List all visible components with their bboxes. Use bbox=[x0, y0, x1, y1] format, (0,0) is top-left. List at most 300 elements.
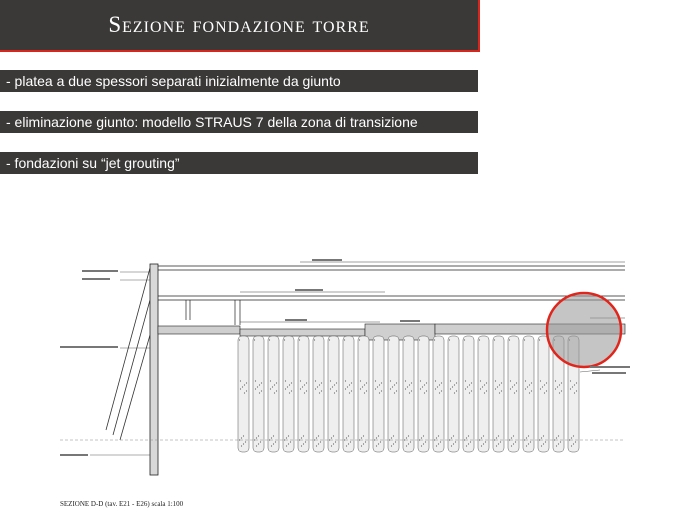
grout-dot bbox=[241, 437, 242, 438]
grout-dot bbox=[318, 435, 319, 436]
grout-dot bbox=[332, 386, 333, 387]
grout-dot bbox=[285, 380, 286, 381]
grout-dot bbox=[334, 392, 335, 393]
grout-dot bbox=[495, 388, 496, 389]
grout-dot bbox=[571, 445, 572, 446]
grout-dot bbox=[366, 382, 367, 383]
grout-dot bbox=[573, 443, 574, 444]
grout-column bbox=[418, 336, 429, 452]
grout-dot bbox=[394, 392, 395, 393]
grout-dot bbox=[364, 392, 365, 393]
grout-dot bbox=[426, 390, 427, 391]
grout-dot bbox=[348, 443, 349, 444]
grout-dot bbox=[539, 439, 540, 440]
grout-dot bbox=[555, 388, 556, 389]
grout-dot bbox=[269, 439, 270, 440]
grout-dot bbox=[365, 441, 366, 442]
grout-dot bbox=[405, 388, 406, 389]
grout-dot bbox=[404, 339, 405, 340]
grout-dot bbox=[405, 380, 406, 381]
grout-dot bbox=[320, 441, 321, 442]
grout-dot bbox=[261, 390, 262, 391]
grout-dot bbox=[482, 386, 483, 387]
grout-dot bbox=[351, 382, 352, 383]
grout-dot bbox=[334, 384, 335, 385]
grout-dot bbox=[420, 388, 421, 389]
grout-dot bbox=[246, 382, 247, 383]
grout-dot bbox=[346, 437, 347, 438]
slide-title-bar bbox=[0, 0, 480, 52]
grout-dot bbox=[541, 445, 542, 446]
grout-dot bbox=[321, 382, 322, 383]
grout-dot bbox=[576, 382, 577, 383]
grout-dot bbox=[274, 392, 275, 393]
grout-dot bbox=[543, 443, 544, 444]
grout-dot bbox=[500, 441, 501, 442]
grout-dot bbox=[360, 388, 361, 389]
grout-dot bbox=[471, 390, 472, 391]
grout-column bbox=[268, 336, 279, 452]
grout-dot bbox=[316, 437, 317, 438]
transition-zone-highlight bbox=[547, 293, 621, 367]
grout-dot bbox=[516, 382, 517, 383]
grout-dot bbox=[498, 435, 499, 436]
grout-dot bbox=[300, 380, 301, 381]
grout-dot bbox=[528, 443, 529, 444]
grout-dot bbox=[498, 443, 499, 444]
grout-dot bbox=[348, 435, 349, 436]
grout-dot bbox=[273, 443, 274, 444]
grout-dot bbox=[554, 439, 555, 440]
grout-dot bbox=[361, 437, 362, 438]
grout-dot bbox=[391, 445, 392, 446]
grout-dot bbox=[501, 390, 502, 391]
grout-dot bbox=[501, 382, 502, 383]
grout-dot bbox=[545, 441, 546, 442]
grout-dot bbox=[556, 437, 557, 438]
grout-dot bbox=[558, 435, 559, 436]
grout-dot bbox=[330, 380, 331, 381]
grout-dot bbox=[561, 390, 562, 391]
grout-dot bbox=[392, 386, 393, 387]
grout-dot bbox=[380, 441, 381, 442]
grout-dot bbox=[483, 443, 484, 444]
grout-dot bbox=[360, 380, 361, 381]
grout-dot bbox=[410, 441, 411, 442]
grout-dot bbox=[389, 339, 390, 340]
grout-dot bbox=[315, 380, 316, 381]
grout-dot bbox=[329, 439, 330, 440]
grout-dot bbox=[239, 439, 240, 440]
grout-column bbox=[508, 336, 519, 452]
grout-dot bbox=[494, 339, 495, 340]
grout-dot bbox=[513, 435, 514, 436]
grout-dot bbox=[274, 384, 275, 385]
grout-dot bbox=[351, 390, 352, 391]
grout-dot bbox=[467, 386, 468, 387]
grout-dot bbox=[275, 441, 276, 442]
grout-dot bbox=[465, 380, 466, 381]
grout-dot bbox=[485, 441, 486, 442]
grout-dot bbox=[254, 439, 255, 440]
grout-dot bbox=[394, 384, 395, 385]
grout-dot bbox=[438, 443, 439, 444]
grout-dot bbox=[496, 445, 497, 446]
grout-dot bbox=[419, 439, 420, 440]
grout-dot bbox=[424, 384, 425, 385]
grout-dot bbox=[511, 445, 512, 446]
grout-dot bbox=[379, 392, 380, 393]
grout-dot bbox=[454, 392, 455, 393]
grout-dot bbox=[480, 388, 481, 389]
grout-dot bbox=[424, 392, 425, 393]
grout-dot bbox=[449, 339, 450, 340]
grout-dot bbox=[479, 439, 480, 440]
grout-dot bbox=[441, 390, 442, 391]
grout-dot bbox=[555, 380, 556, 381]
grout-dot bbox=[315, 388, 316, 389]
grout-dot bbox=[466, 445, 467, 446]
grout-dot bbox=[255, 380, 256, 381]
grout-dot bbox=[408, 435, 409, 436]
grout-dot bbox=[541, 437, 542, 438]
grout-column bbox=[373, 336, 384, 452]
grout-dot bbox=[259, 384, 260, 385]
grout-dot bbox=[468, 443, 469, 444]
grout-column bbox=[448, 336, 459, 452]
grout-dot bbox=[242, 386, 243, 387]
grout-dot bbox=[269, 339, 270, 340]
grout-column bbox=[493, 336, 504, 452]
grout-dot bbox=[359, 339, 360, 340]
grout-dot bbox=[321, 390, 322, 391]
grout-dot bbox=[254, 339, 255, 340]
slide-title: Sezione fondazione torre bbox=[108, 12, 370, 37]
grout-dot bbox=[256, 437, 257, 438]
grout-dot bbox=[301, 437, 302, 438]
grout-dot bbox=[271, 445, 272, 446]
grout-dot bbox=[330, 388, 331, 389]
grout-dot bbox=[344, 439, 345, 440]
grout-dot bbox=[435, 380, 436, 381]
grout-dot bbox=[404, 439, 405, 440]
grout-dot bbox=[243, 443, 244, 444]
grout-dot bbox=[284, 339, 285, 340]
grout-dot bbox=[255, 388, 256, 389]
grout-dot bbox=[509, 439, 510, 440]
grout-dot bbox=[240, 380, 241, 381]
grout-dot bbox=[271, 437, 272, 438]
grout-dot bbox=[571, 437, 572, 438]
grout-dot bbox=[241, 445, 242, 446]
grout-dot bbox=[319, 384, 320, 385]
grout-dot bbox=[257, 386, 258, 387]
grout-dot bbox=[529, 384, 530, 385]
grout-dot bbox=[471, 382, 472, 383]
grout-dot bbox=[302, 386, 303, 387]
anchor-rods bbox=[106, 268, 150, 440]
grout-dot bbox=[469, 384, 470, 385]
grout-dot bbox=[439, 392, 440, 393]
grout-dot bbox=[273, 435, 274, 436]
grout-dot bbox=[419, 339, 420, 340]
grout-dot bbox=[317, 386, 318, 387]
grout-dot bbox=[359, 439, 360, 440]
grout-dot bbox=[381, 382, 382, 383]
grout-dot bbox=[466, 437, 467, 438]
grout-dot bbox=[306, 390, 307, 391]
grout-dot bbox=[511, 437, 512, 438]
grout-dot bbox=[396, 382, 397, 383]
grout-dot bbox=[544, 392, 545, 393]
grout-dot bbox=[420, 380, 421, 381]
jet-grouting-columns bbox=[238, 336, 579, 452]
grout-dot bbox=[480, 380, 481, 381]
grout-dot bbox=[336, 390, 337, 391]
grout-dot bbox=[484, 392, 485, 393]
grout-dot bbox=[454, 384, 455, 385]
grout-dot bbox=[375, 380, 376, 381]
grout-dot bbox=[465, 388, 466, 389]
grout-dot bbox=[510, 388, 511, 389]
grout-dot bbox=[408, 443, 409, 444]
grout-dot bbox=[286, 445, 287, 446]
grout-column bbox=[298, 336, 309, 452]
grout-dot bbox=[290, 441, 291, 442]
grout-dot bbox=[525, 388, 526, 389]
grout-column bbox=[238, 336, 249, 452]
grout-dot bbox=[526, 445, 527, 446]
grout-dot bbox=[345, 380, 346, 381]
grout-dot bbox=[259, 392, 260, 393]
grout-dot bbox=[319, 392, 320, 393]
grout-dot bbox=[260, 441, 261, 442]
grout-dot bbox=[376, 445, 377, 446]
grout-dot bbox=[303, 443, 304, 444]
grout-dot bbox=[389, 439, 390, 440]
grout-dot bbox=[540, 380, 541, 381]
grout-column bbox=[388, 336, 399, 452]
grout-dot bbox=[440, 441, 441, 442]
grout-dot bbox=[496, 437, 497, 438]
grout-dot bbox=[526, 437, 527, 438]
grout-dot bbox=[495, 380, 496, 381]
grout-dot bbox=[291, 382, 292, 383]
grout-dot bbox=[286, 437, 287, 438]
grout-dot bbox=[559, 384, 560, 385]
grout-dot bbox=[363, 443, 364, 444]
diaphragm-wall bbox=[150, 264, 158, 475]
bullet-item: - platea a due spessori separati inizialmente da giunto bbox=[0, 70, 478, 92]
grout-dot bbox=[436, 445, 437, 446]
grout-dot bbox=[450, 388, 451, 389]
grout-dot bbox=[350, 441, 351, 442]
grout-dot bbox=[335, 441, 336, 442]
grout-dot bbox=[349, 384, 350, 385]
foundation-section-drawing bbox=[0, 255, 700, 485]
grout-dot bbox=[270, 388, 271, 389]
grout-dot bbox=[572, 386, 573, 387]
grout-dot bbox=[345, 388, 346, 389]
grout-dot bbox=[272, 386, 273, 387]
grout-dot bbox=[336, 382, 337, 383]
grout-dot bbox=[570, 380, 571, 381]
grout-dot bbox=[423, 435, 424, 436]
grout-dot bbox=[543, 435, 544, 436]
grout-dot bbox=[285, 388, 286, 389]
grout-column bbox=[343, 336, 354, 452]
grout-dot bbox=[455, 441, 456, 442]
grout-dot bbox=[423, 443, 424, 444]
grout-dot bbox=[246, 390, 247, 391]
grout-dot bbox=[452, 386, 453, 387]
grout-dot bbox=[574, 392, 575, 393]
grout-dot bbox=[546, 390, 547, 391]
grout-dot bbox=[393, 443, 394, 444]
grout-dot bbox=[331, 437, 332, 438]
grout-dot bbox=[411, 382, 412, 383]
grout-dot bbox=[276, 390, 277, 391]
grout-dot bbox=[349, 392, 350, 393]
grout-dot bbox=[306, 382, 307, 383]
grout-dot bbox=[484, 384, 485, 385]
grout-dot bbox=[243, 435, 244, 436]
drawing-caption: SEZIONE D-D (tav. E21 - E26) scala 1:100 bbox=[60, 500, 184, 508]
grout-column bbox=[463, 336, 474, 452]
grout-dot bbox=[314, 339, 315, 340]
grout-dot bbox=[303, 435, 304, 436]
grout-dot bbox=[561, 382, 562, 383]
grout-dot bbox=[528, 435, 529, 436]
grout-dot bbox=[436, 437, 437, 438]
grout-dot bbox=[314, 439, 315, 440]
grout-dot bbox=[558, 443, 559, 444]
grout-dot bbox=[366, 390, 367, 391]
grout-dot bbox=[524, 439, 525, 440]
grout-dot bbox=[569, 439, 570, 440]
grout-dot bbox=[514, 392, 515, 393]
grout-dot bbox=[531, 390, 532, 391]
grout-dot bbox=[407, 386, 408, 387]
grout-dot bbox=[441, 382, 442, 383]
grout-dot bbox=[377, 386, 378, 387]
grout-dot bbox=[513, 443, 514, 444]
grout-dot bbox=[434, 339, 435, 340]
grout-column bbox=[403, 336, 414, 452]
bullet-item: - fondazioni su “jet grouting” bbox=[0, 152, 478, 174]
grout-dot bbox=[258, 435, 259, 436]
grout-dot bbox=[239, 339, 240, 340]
grout-dot bbox=[529, 392, 530, 393]
grout-dot bbox=[575, 441, 576, 442]
grout-dot bbox=[374, 439, 375, 440]
grout-dot bbox=[453, 435, 454, 436]
grout-dot bbox=[499, 384, 500, 385]
grout-dot bbox=[378, 443, 379, 444]
grout-dot bbox=[437, 386, 438, 387]
grout-dot bbox=[276, 382, 277, 383]
grout-dot bbox=[347, 386, 348, 387]
grout-dot bbox=[301, 445, 302, 446]
grout-dot bbox=[450, 380, 451, 381]
bullet-item: - eliminazione giunto: modello STRAUS 7 della zona di transizione bbox=[0, 111, 478, 133]
grout-dot bbox=[422, 386, 423, 387]
grout-dot bbox=[270, 380, 271, 381]
grout-dot bbox=[390, 380, 391, 381]
grout-dot bbox=[378, 435, 379, 436]
grout-dot bbox=[530, 441, 531, 442]
grout-dot bbox=[479, 339, 480, 340]
grout-dot bbox=[525, 380, 526, 381]
grout-dot bbox=[512, 386, 513, 387]
grout-column bbox=[253, 336, 264, 452]
grout-dot bbox=[289, 384, 290, 385]
grout-dot bbox=[531, 382, 532, 383]
grout-dot bbox=[304, 392, 305, 393]
grout-dot bbox=[299, 439, 300, 440]
grout-dot bbox=[425, 441, 426, 442]
grout-dot bbox=[570, 388, 571, 389]
grout-dot bbox=[524, 339, 525, 340]
grout-dot bbox=[516, 390, 517, 391]
grout-dot bbox=[318, 443, 319, 444]
grout-dot bbox=[453, 443, 454, 444]
grout-dot bbox=[486, 382, 487, 383]
grout-dot bbox=[481, 445, 482, 446]
grout-dot bbox=[438, 435, 439, 436]
grout-dot bbox=[514, 384, 515, 385]
grout-dot bbox=[451, 445, 452, 446]
grout-dot bbox=[557, 386, 558, 387]
grout-dot bbox=[333, 435, 334, 436]
grout-dot bbox=[527, 386, 528, 387]
grout-dot bbox=[411, 390, 412, 391]
grout-column bbox=[523, 336, 534, 452]
grout-dot bbox=[256, 445, 257, 446]
grout-dot bbox=[481, 437, 482, 438]
grout-column bbox=[328, 336, 339, 452]
grout-dot bbox=[261, 382, 262, 383]
grout-dot bbox=[449, 439, 450, 440]
grout-dot bbox=[362, 386, 363, 387]
grout-column bbox=[313, 336, 324, 452]
grout-dot bbox=[245, 441, 246, 442]
grout-dot bbox=[560, 441, 561, 442]
grout-dot bbox=[363, 435, 364, 436]
grout-dot bbox=[468, 435, 469, 436]
grout-dot bbox=[497, 386, 498, 387]
grout-column bbox=[538, 336, 549, 452]
grout-dot bbox=[406, 445, 407, 446]
grout-dot bbox=[486, 390, 487, 391]
grout-dot bbox=[456, 390, 457, 391]
grout-dot bbox=[421, 445, 422, 446]
grout-dot bbox=[379, 384, 380, 385]
grout-dot bbox=[539, 339, 540, 340]
grout-dot bbox=[406, 437, 407, 438]
grout-dot bbox=[244, 392, 245, 393]
grout-dot bbox=[483, 435, 484, 436]
grout-dot bbox=[451, 437, 452, 438]
grout-dot bbox=[284, 439, 285, 440]
grout-dot bbox=[300, 388, 301, 389]
grout-dot bbox=[542, 386, 543, 387]
grout-dot bbox=[409, 384, 410, 385]
grout-column bbox=[478, 336, 489, 452]
grout-dot bbox=[544, 384, 545, 385]
grout-column bbox=[283, 336, 294, 452]
grout-dot bbox=[559, 392, 560, 393]
